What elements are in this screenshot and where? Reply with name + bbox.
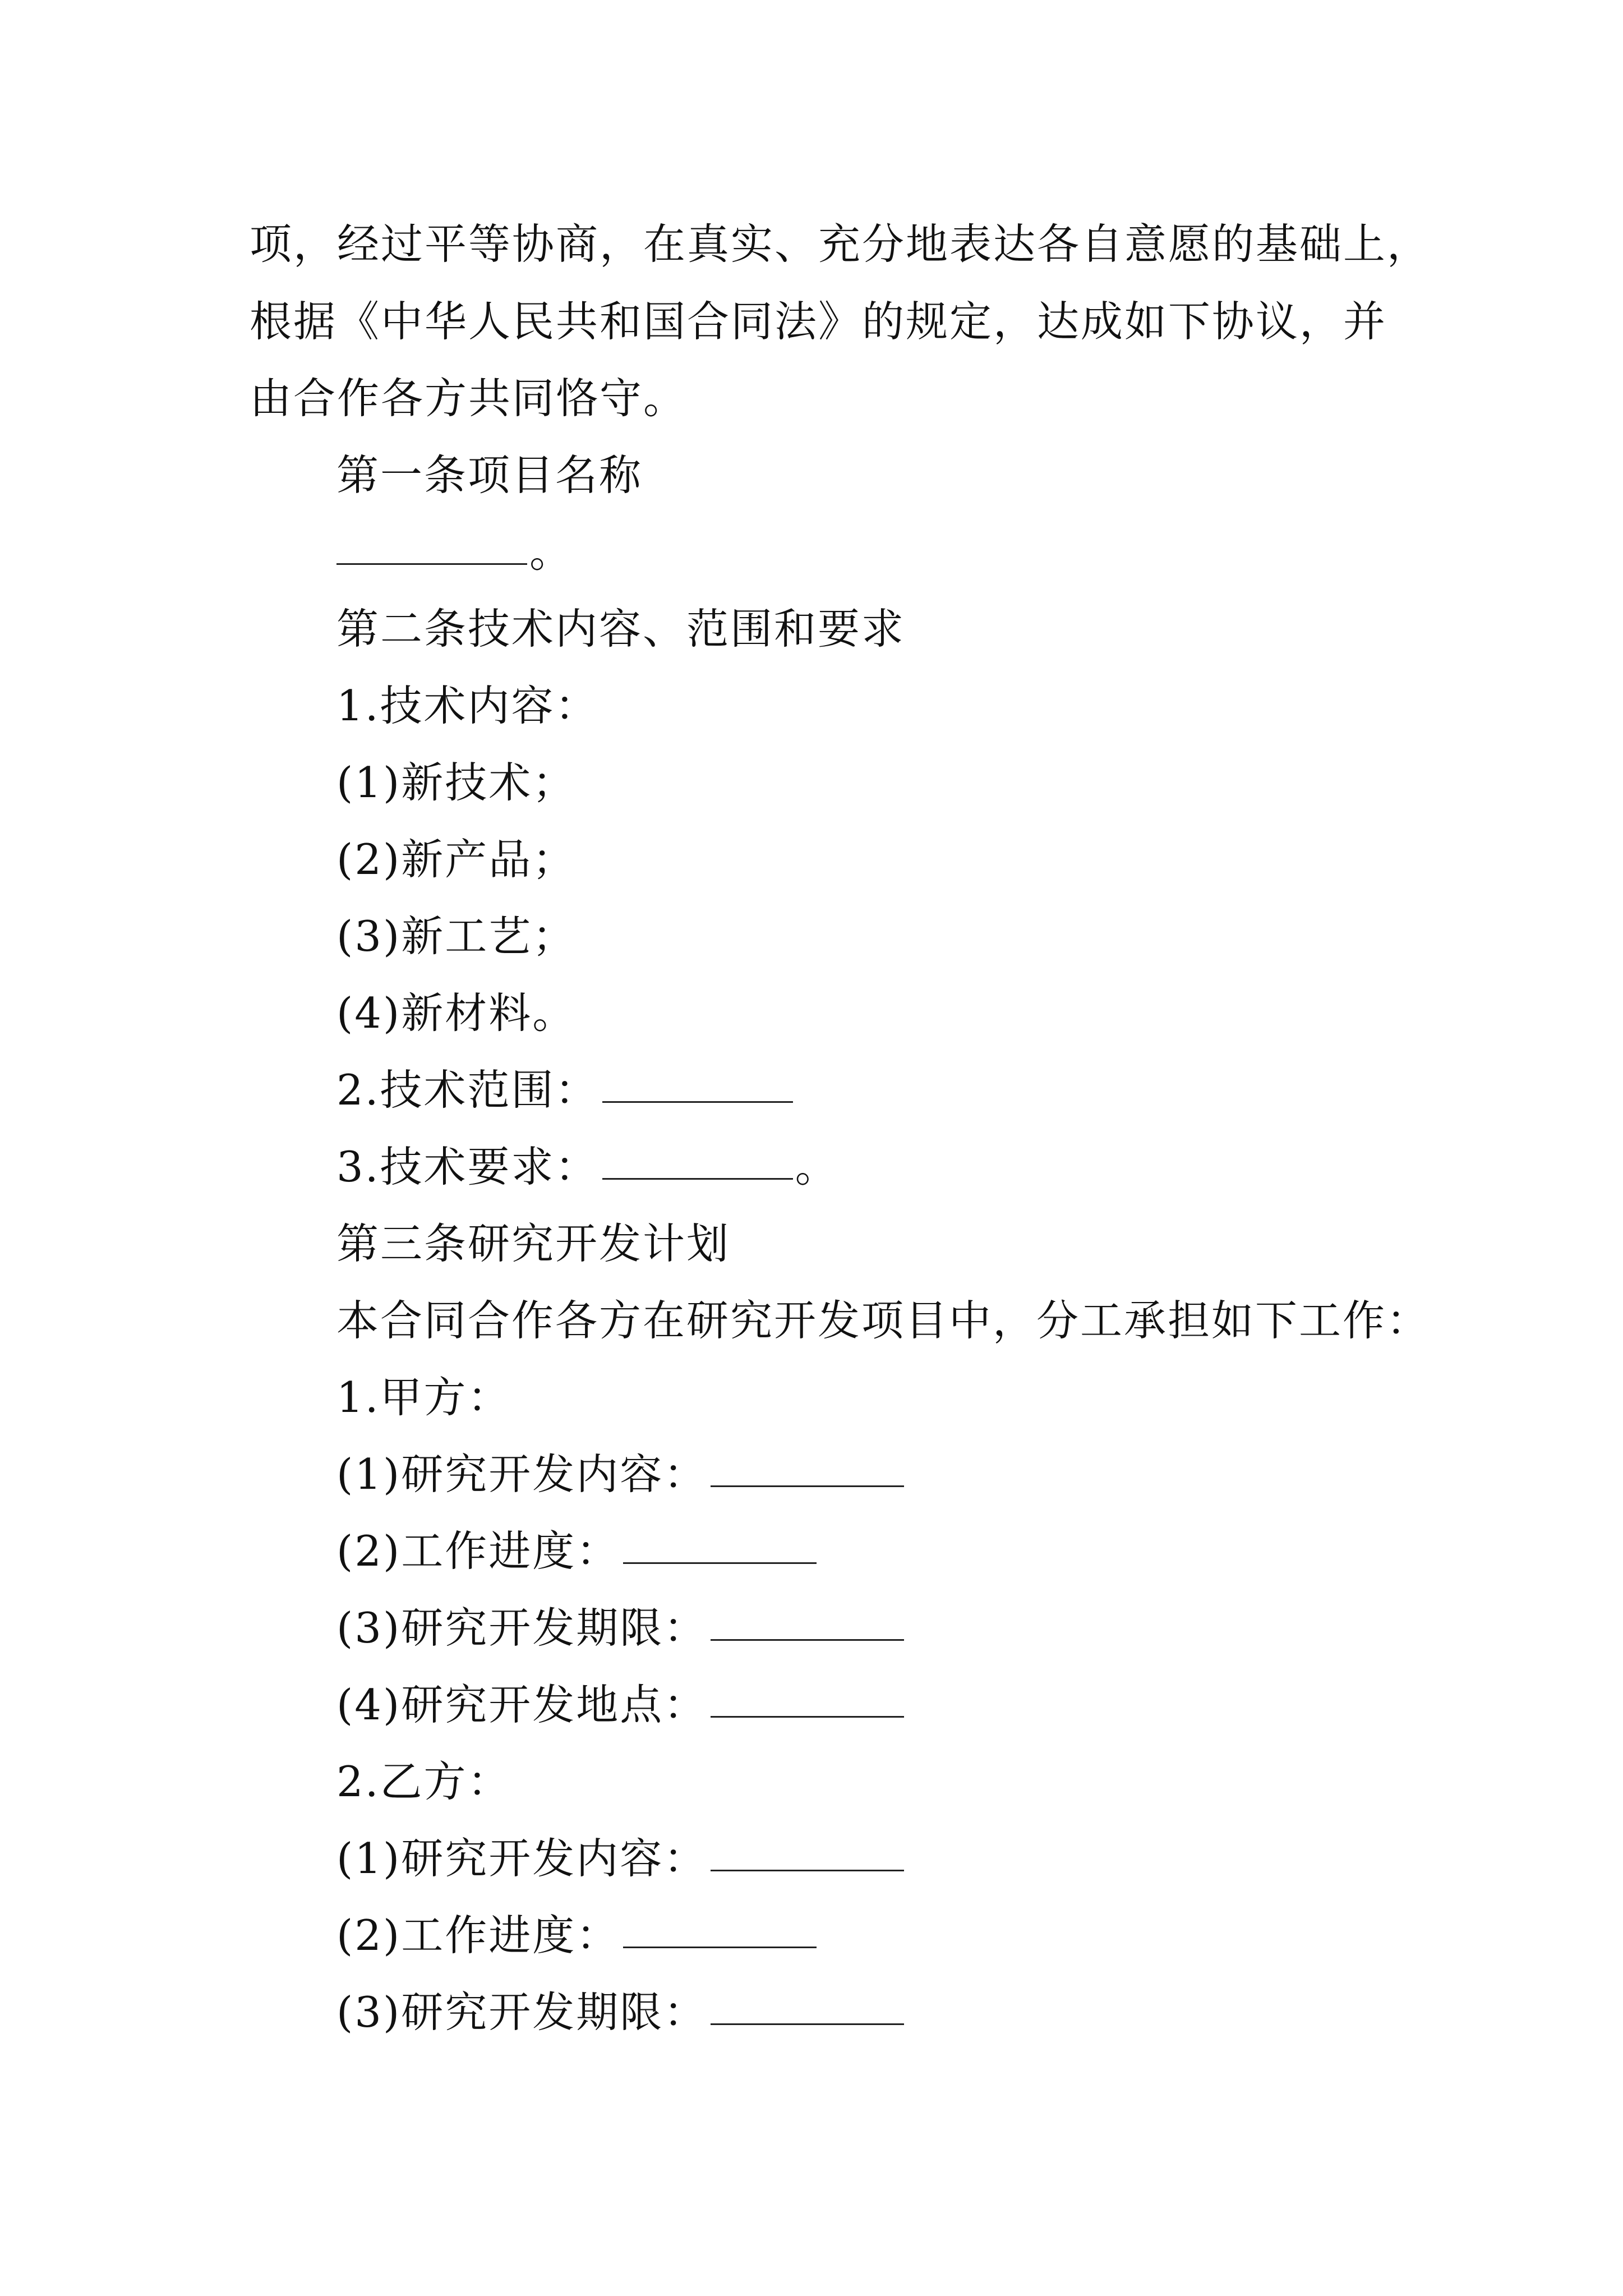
party-a-item-label: (4)研究开发地点：: [336, 1680, 708, 1729]
party-b-item-blank: [623, 1907, 817, 1948]
party-a-item-label: (1)研究开发内容：: [336, 1450, 708, 1499]
party-b-item-label: (3)研究开发期限：: [336, 1987, 708, 2037]
party-a-label: 1.甲方：: [336, 1373, 511, 1422]
party-b-item-label: (1)研究开发内容：: [336, 1834, 708, 1883]
party-b-item-label: (2)工作进度：: [336, 1911, 620, 1960]
tech-content-label: 1.技术内容：: [336, 681, 599, 730]
tech-requirement-suffix: 。: [795, 1142, 839, 1191]
article-1-heading: 第一条项目名称: [336, 450, 643, 500]
preamble-line-2: 根据《中华人民共和国合同法》的规定，达成如下协议，并: [250, 297, 1387, 346]
tech-scope-blank: [602, 1062, 793, 1103]
party-a-item-label: (2)工作进度：: [336, 1526, 620, 1576]
party-b-item-blank: [711, 1984, 904, 2025]
tech-requirement-blank: [602, 1139, 793, 1180]
article-1-blank-suffix: 。: [529, 527, 574, 577]
project-name-blank: [336, 524, 527, 565]
party-a-item-blank: [711, 1600, 904, 1641]
party-a-item: [336, 1677, 906, 1733]
party-b-item: [336, 1907, 819, 1963]
party-b-item: [336, 1984, 906, 2040]
article-3-heading: 第三条研究开发计划: [336, 1219, 731, 1268]
party-b-item-blank: [711, 1830, 904, 1871]
preamble-line-3: 由合作各方共同恪守。: [250, 374, 688, 423]
article-1-blank-line: [336, 524, 573, 580]
tech-scope-label: 2.技术范围：: [336, 1065, 599, 1115]
tech-requirement-line: [336, 1139, 839, 1195]
party-a-item-blank: [623, 1523, 817, 1564]
party-a-item: [336, 1523, 819, 1579]
article-3-intro: 本合同合作各方在研究开发项目中，分工承担如下工作：: [336, 1296, 1431, 1345]
party-a-item-blank: [711, 1446, 904, 1487]
party-b-item: [336, 1830, 906, 1887]
article-2-heading: 第二条技术内容、范围和要求: [336, 604, 906, 654]
tech-content-item: (4)新材料。: [336, 988, 577, 1038]
tech-requirement-label: 3.技术要求：: [336, 1142, 599, 1191]
party-b-label: 2.乙方：: [336, 1757, 511, 1806]
party-a-item-label: (3)研究开发期限：: [336, 1603, 708, 1653]
tech-content-item: (3)新工艺；: [336, 912, 577, 961]
tech-scope-line: [336, 1062, 795, 1118]
preamble-line-1: 项，经过平等协商，在真实、充分地表达各自意愿的基础上，: [250, 219, 1431, 269]
tech-content-item: (2)新产品；: [336, 835, 577, 884]
party-a-item: [336, 1600, 906, 1656]
tech-content-item: (1)新技术；: [336, 758, 577, 807]
party-a-item: [336, 1446, 906, 1502]
party-a-item-blank: [711, 1677, 904, 1718]
